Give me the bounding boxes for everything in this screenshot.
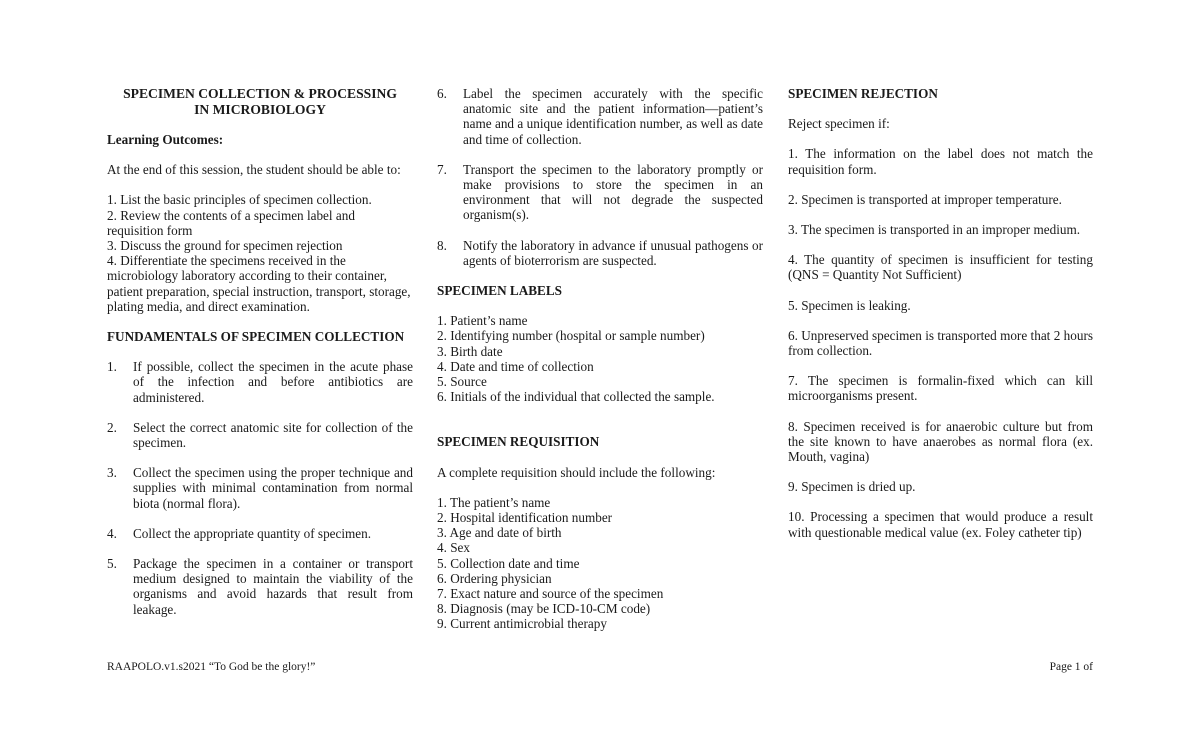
list-item: 2. Select the correct anatomic site for collection of the specimen. bbox=[107, 419, 413, 451]
list-item: 4. Differentiate the specimens received in the microbiology laboratory according to their container, patient preparation, special instruction, transport, storage, plating media, and direct examination. bbox=[107, 253, 411, 314]
list-item: 8. Notify the laboratory in advance if unusual pathogens or agents of bioterrorism are suspected. bbox=[437, 237, 763, 268]
list-item: 9. Specimen is dried up. bbox=[788, 479, 916, 495]
fundamentals-list-continued bbox=[437, 86, 763, 268]
fundamentals-list bbox=[107, 359, 413, 617]
list-item: 3. Birth date bbox=[437, 343, 503, 359]
list-item: 3. Discuss the ground for specimen rejection bbox=[107, 238, 343, 254]
list-item: 5. Source bbox=[437, 374, 487, 390]
list-item: 1. Patient’s name bbox=[437, 313, 528, 329]
list-item: 8. Specimen received is for anaerobic culture but from the site known to have anaerobes as normal flora (ex. Mouth, vagina) bbox=[788, 418, 1093, 465]
list-item: 3. Collect the specimen using the proper technique and supplies with minimal contamination from normal biota (normal flora). bbox=[107, 465, 413, 511]
list-item: 10. Processing a specimen that would produce a result with questionable medical value (ex. Foley catheter tip) bbox=[788, 509, 1093, 540]
list-item: 6. Ordering physician bbox=[437, 570, 552, 586]
list-item: 8. Diagnosis (may be ICD-10-CM code) bbox=[437, 601, 651, 617]
column-1 bbox=[107, 86, 413, 632]
list-item: 7. Transport the specimen to the laboratory promptly or make provisions to store the specimen in an environment that will not degrade the suspected organism(s). bbox=[437, 161, 763, 223]
list-item: 9. Current antimicrobial therapy bbox=[437, 616, 607, 632]
labels-heading: SPECIMEN LABELS bbox=[437, 283, 562, 299]
list-item: 1. The information on the label does not match the requisition form. bbox=[788, 146, 1093, 177]
list-item: 2. Review the contents of a specimen label and requisition form bbox=[107, 207, 355, 238]
requisition-heading: SPECIMEN REQUISITION bbox=[437, 434, 600, 450]
list-item: 1. The patient’s name bbox=[437, 494, 551, 510]
requisition-intro: A complete requisition should include the following: bbox=[437, 464, 716, 480]
rejection-heading: SPECIMEN REJECTION bbox=[788, 86, 938, 101]
list-item: 7. Exact nature and source of the specimen bbox=[437, 586, 664, 602]
fundamentals-heading: FUNDAMENTALS OF SPECIMEN COLLECTION bbox=[107, 329, 405, 345]
list-item: 4. Sex bbox=[437, 540, 470, 556]
column-3 bbox=[788, 86, 1093, 555]
list-item: 3. The specimen is transported in an improper medium. bbox=[788, 222, 1081, 238]
learning-outcomes-intro: At the end of this session, the student should be able to: bbox=[107, 162, 401, 178]
list-item: 4. Date and time of collection bbox=[437, 358, 594, 374]
list-item: 2. Hospital identification number bbox=[437, 510, 613, 526]
column-2 bbox=[437, 86, 763, 632]
list-item: 2. Identifying number (hospital or sample number) bbox=[437, 328, 705, 344]
footer-left: RAAPOLO.v1.s2021 “To God be the glory!” bbox=[107, 661, 316, 673]
list-item: 4. The quantity of specimen is insufficient for testing (QNS = Quantity Not Sufficient) bbox=[788, 252, 1093, 283]
list-item: 2. Specimen is transported at improper temperature. bbox=[788, 191, 1062, 207]
page-number: Page 1 of bbox=[1049, 661, 1093, 673]
list-item: 5. Package the specimen in a container or transport medium designed to maintain the viability of the organisms and avoid hazards that result from leakage. bbox=[107, 556, 413, 617]
list-item: 6. Label the specimen accurately with the specific anatomic site and the patient information—patient’s name and a unique identification number, as well as date and time of collection. bbox=[437, 86, 763, 147]
document-title: SPECIMEN COLLECTION & PROCESSING IN MICROBIOLOGY bbox=[123, 86, 397, 117]
learning-outcomes-list bbox=[107, 192, 413, 314]
list-item: 4. Collect the appropriate quantity of specimen. bbox=[107, 525, 372, 541]
rejection-intro: Reject specimen if: bbox=[788, 116, 890, 132]
learning-outcomes-heading: Learning Outcomes: bbox=[107, 132, 224, 147]
list-item: 1. List the basic principles of specimen collection. bbox=[107, 192, 372, 208]
rejection-list bbox=[788, 146, 1093, 539]
list-item: 1. If possible, collect the specimen in the acute phase of the infection and before antibiotics are administered. bbox=[107, 359, 413, 405]
list-item: 7. The specimen is formalin-fixed which can kill microorganisms present. bbox=[788, 373, 1093, 404]
list-item: 3. Age and date of birth bbox=[437, 525, 562, 541]
list-item: 5. Specimen is leaking. bbox=[788, 297, 911, 313]
list-item: 6. Initials of the individual that collected the sample. bbox=[437, 389, 715, 405]
list-item: 6. Unpreserved specimen is transported more that 2 hours from collection. bbox=[788, 327, 1093, 359]
list-item: 5. Collection date and time bbox=[437, 555, 580, 571]
labels-list bbox=[437, 313, 763, 404]
requisition-list bbox=[437, 495, 763, 632]
